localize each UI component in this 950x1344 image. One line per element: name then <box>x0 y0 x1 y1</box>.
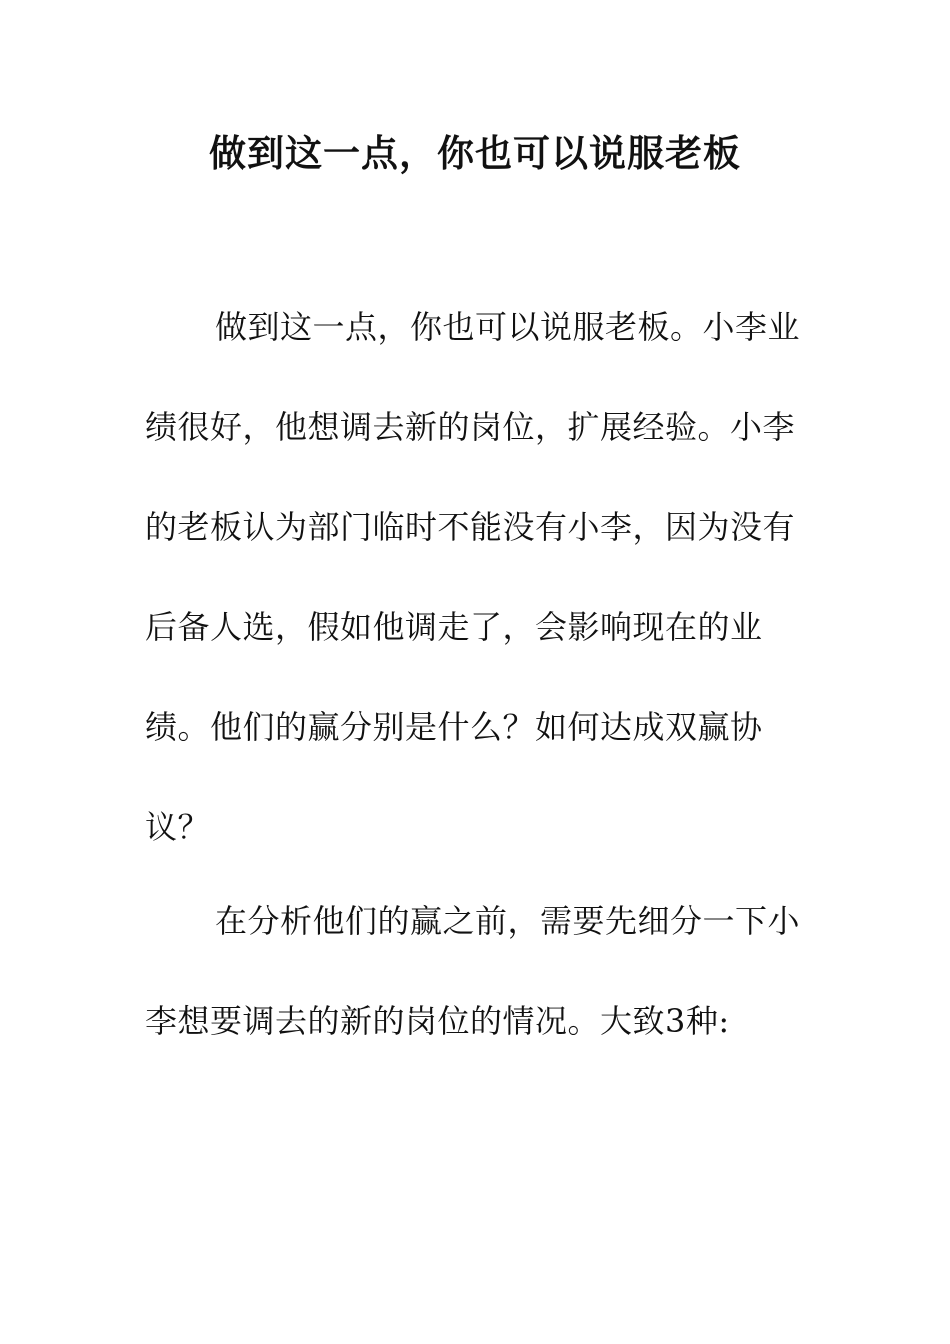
body-section-2 <box>145 871 805 1071</box>
paragraph-1: 做到这一点，你也可以说服老板。小李业绩很好，他想调去新的岗位，扩展经验。小李的老板认为部门临时不能没有小李，因为没有后备人选，假如他调走了，会影响现在的业绩。他们的赢分别是什么？如何达成双赢协议？ <box>145 308 801 846</box>
paragraph-2: 在分析他们的赢之前，需要先细分一下小李想要调去的新的岗位的情况。大致3种: <box>145 902 801 1040</box>
body-section-1 <box>145 277 805 877</box>
document-title: 做到这一点，你也可以说服老板 <box>209 132 741 175</box>
